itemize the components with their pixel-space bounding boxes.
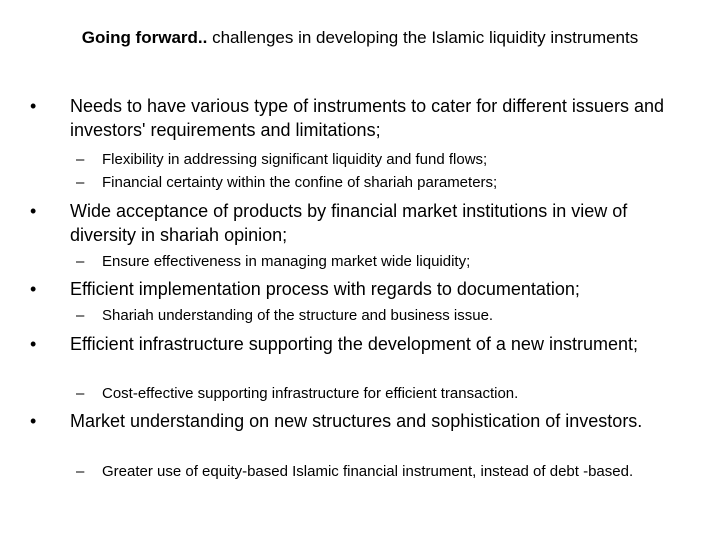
sub-point-1-2 [76, 172, 696, 194]
dash-icon: – [76, 307, 85, 324]
dash-icon: – [76, 174, 85, 191]
bullet-text-1: Needs to have various type of instruments to cater for different issuers and investors' requirements and limitations; [70, 96, 664, 140]
bullet-text-4: Efficient infrastructure supporting the development of a new instrument; [70, 334, 638, 354]
bullet-text-5: Market understanding on new structures and sophistication of investors. [70, 411, 643, 431]
bullet-point-5 [30, 409, 690, 433]
bullet-text-2: Wide acceptance of products by financial market institutions in view of diversity in shariah opinion; [70, 201, 628, 245]
sub-point-text: Shariah understanding of the structure and business issue. [102, 307, 494, 324]
bullet-icon: • [30, 96, 37, 116]
bullet-point-1 [30, 94, 690, 142]
dash-icon: – [76, 463, 85, 480]
bullet-point-3 [30, 277, 690, 301]
sub-point-text: Greater use of equity-based Islamic financial instrument, instead of debt -based. [102, 463, 634, 480]
title-emphasis: Going forward.. [81, 28, 208, 47]
sub-point-5-1 [76, 461, 696, 483]
bullet-point-4 [30, 332, 690, 356]
title-text: challenges in developing the Islamic liquidity instruments [207, 28, 639, 47]
sub-point-1-1 [76, 149, 696, 171]
bullet-icon: • [30, 201, 37, 221]
bullet-icon: • [30, 279, 37, 299]
sub-point-text: Cost-effective supporting infrastructure for efficient transaction. [102, 385, 519, 402]
sub-point-text: Flexibility in addressing significant liquidity and fund flows; [102, 151, 488, 168]
sub-point-text: Ensure effectiveness in managing market wide liquidity; [102, 253, 471, 270]
sub-point-4-1 [76, 383, 696, 405]
sub-point-3-1 [76, 305, 696, 327]
bullet-icon: • [30, 411, 37, 431]
dash-icon: – [76, 385, 85, 402]
dash-icon: – [76, 151, 85, 168]
sub-point-2-1 [76, 251, 696, 273]
bullet-point-2 [30, 199, 690, 247]
slide-title [70, 26, 650, 50]
dash-icon: – [76, 253, 85, 270]
bullet-text-3: Efficient implementation process with regards to documentation; [70, 279, 580, 299]
bullet-icon: • [30, 334, 37, 354]
sub-point-text: Financial certainty within the confine of shariah parameters; [102, 174, 498, 191]
